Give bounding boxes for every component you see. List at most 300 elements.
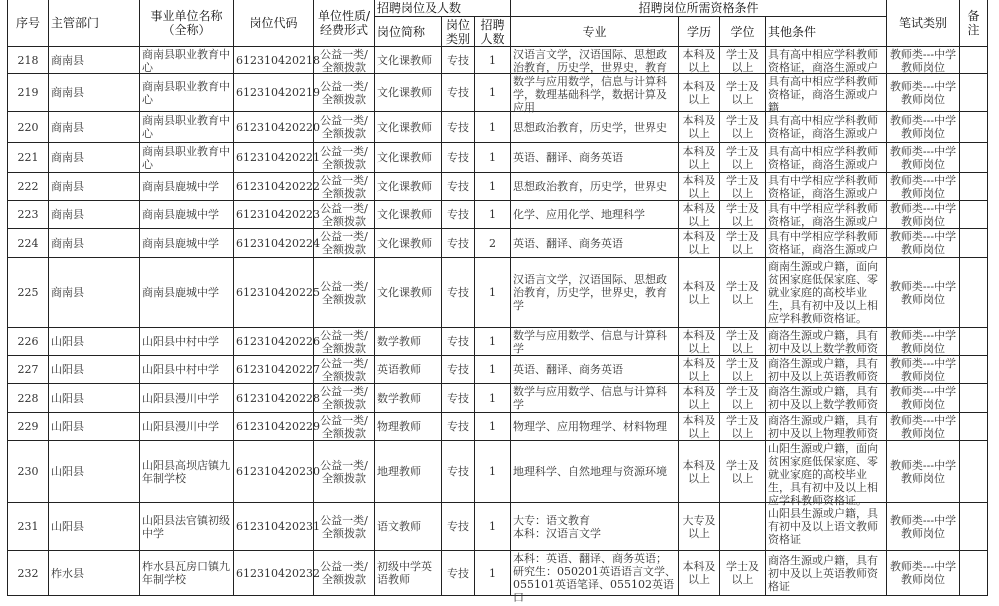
cell-exam [887, 328, 960, 356]
cell-post [375, 258, 442, 328]
edu-text: 大专及以上 [682, 513, 716, 540]
unit-text: 商南县职业教育中心 [142, 47, 230, 74]
edu-text: 本科及以上 [682, 328, 716, 355]
cell-unit [140, 229, 234, 258]
nature-text: 公益一类/全额拨款 [320, 385, 368, 411]
cell-no [8, 229, 49, 258]
post-text: 文化课教师 [377, 86, 432, 99]
count-text: 1 [489, 86, 496, 99]
exam-text: 教师类---中学教师岗位 [889, 144, 957, 171]
cell-edu [679, 74, 720, 112]
count-text: 1 [489, 465, 496, 478]
unit-text: 商南县职业教育中心 [142, 144, 230, 171]
exam-text: 教师类---中学教师岗位 [889, 230, 957, 256]
dept-text: 山阳县 [51, 363, 84, 376]
cell-note [960, 258, 988, 328]
table-row [8, 229, 988, 258]
cell-unit [140, 356, 234, 384]
code-text: 612310420232 [236, 566, 320, 580]
degree-text: 学士及以上 [726, 385, 759, 411]
code-text: 612310420218 [236, 53, 320, 67]
cell-note [960, 229, 988, 258]
header-dept: 主管部门 [49, 0, 140, 47]
degree-text: 学士及以上 [726, 47, 759, 74]
other-text: 商洛生源或户籍，具有初中及以上英语教师资 [768, 356, 878, 383]
cell-exam [887, 384, 960, 413]
exam-text: 教师类---中学教师岗位 [889, 513, 957, 540]
cell-nature [314, 441, 375, 503]
code-text: 612310420231 [236, 520, 320, 533]
code-text: 612310420229 [236, 420, 320, 433]
cell-code [234, 229, 320, 258]
cell-code [234, 551, 320, 596]
major-text: 英语、翻译、商务英语 [513, 151, 623, 164]
dept-text: 商南县 [51, 208, 84, 221]
exam-text: 教师类---中学教师岗位 [889, 47, 957, 74]
major-text: 汉语言文学，汉语国际、思想政治教育，历史学，世界史，教育 [513, 47, 667, 74]
count-text: 1 [489, 120, 496, 134]
unit-text: 商南县鹿城中学 [142, 286, 219, 299]
cell-no [8, 551, 49, 596]
cell-post [375, 173, 442, 201]
cell-unit [140, 112, 234, 143]
cell-count [475, 47, 511, 74]
header-type: 岗位类别 [442, 17, 475, 47]
no-text: 220 [17, 120, 39, 134]
cell-degree [720, 384, 766, 413]
degree-text: 学士及以上 [726, 230, 759, 256]
header-group-req: 招聘岗位所需资格条件 [511, 0, 887, 17]
cell-exam [887, 356, 960, 384]
no-text: 227 [17, 363, 39, 376]
post-text: 英语教师 [377, 363, 421, 376]
cell-exam [887, 173, 960, 201]
cell-no [8, 356, 49, 384]
other-text: 具有中学相应学科教师资格证，商洛生源或户 [768, 230, 878, 256]
type-text: 专技 [447, 391, 469, 405]
exam-text: 教师类---中学教师岗位 [889, 279, 957, 306]
major-text: 英语、翻译、商务英语 [513, 236, 623, 250]
type-text: 专技 [447, 363, 469, 376]
degree-text: 学士及以上 [726, 356, 759, 383]
cell-major [511, 74, 679, 112]
cell-other [766, 384, 887, 413]
post-text: 物理教师 [377, 420, 421, 433]
cell-post [375, 229, 442, 258]
post-text: 地理教师 [377, 465, 421, 478]
other-text: 山阳生源或户籍，面向贫困家庭低保家庭、零就业家庭的高校毕业生，具有初中及以上相应学科教师资格证。 [768, 441, 878, 507]
post-text: 数学教师 [377, 391, 421, 405]
other-text: 具有高中相应学科教师资格证，商洛生源或户 [768, 47, 878, 74]
dept-text: 商南县 [51, 180, 84, 193]
other-text: 商洛生源或户籍，具有初中及以上物理教师资 [768, 413, 878, 440]
cell-unit [140, 503, 234, 551]
cell-degree [720, 112, 766, 143]
code-text: 612310420220 [236, 120, 320, 134]
cell-note [960, 441, 988, 503]
cell-unit [140, 173, 234, 201]
unit-text: 山阳县漫川中学 [142, 420, 219, 433]
type-text: 专技 [447, 120, 469, 134]
post-text: 文化课教师 [377, 53, 432, 67]
major-text: 数学与应用数学、信息与计算科学 [513, 328, 667, 355]
no-text: 228 [17, 391, 39, 405]
cell-note [960, 551, 988, 596]
unit-text: 柞水县瓦房口镇九年制学校 [142, 560, 230, 586]
cell-type [442, 328, 475, 356]
cell-exam [887, 258, 960, 328]
edu-text: 本科及以上 [682, 114, 716, 140]
cell-nature [314, 143, 375, 173]
cell-count [475, 258, 511, 328]
cell-other [766, 112, 887, 143]
cell-nature [314, 112, 375, 143]
cell-nature [314, 229, 375, 258]
nature-text: 公益一类/全额拨款 [320, 413, 368, 440]
cell-count [475, 143, 511, 173]
code-text: 612310420222 [236, 180, 320, 193]
other-text: 具有中学相应学科教师资格证，商洛生源或户 [768, 173, 878, 200]
cell-post [375, 74, 442, 112]
header-group-post: 招聘岗位及人数 [375, 0, 511, 17]
cell-edu [679, 413, 720, 441]
count-text: 1 [489, 566, 496, 580]
type-text: 专技 [447, 53, 469, 67]
post-text: 语文教师 [377, 520, 421, 533]
dept-text: 商南县 [51, 286, 84, 299]
unit-text: 商南县鹿城中学 [142, 208, 219, 221]
cell-no [8, 503, 49, 551]
cell-degree [720, 74, 766, 112]
dept-text: 商南县 [51, 151, 84, 164]
header-other: 其他条件 [766, 17, 887, 47]
cell-unit [140, 413, 234, 441]
code-text: 612310420224 [236, 236, 320, 250]
dept-text: 商南县 [51, 236, 84, 250]
cell-count [475, 328, 511, 356]
cell-type [442, 112, 475, 143]
cell-unit [140, 74, 234, 112]
no-text: 223 [17, 208, 39, 221]
nature-text: 公益一类/全额拨款 [320, 328, 368, 355]
cell-dept [49, 258, 140, 328]
exam-text: 教师类---中学教师岗位 [889, 413, 957, 440]
cell-type [442, 551, 475, 596]
cell-dept [49, 441, 140, 503]
post-text: 文化课教师 [377, 120, 432, 134]
cell-other [766, 74, 887, 112]
cell-unit [140, 47, 234, 74]
code-text: 612310420221 [236, 151, 320, 164]
cell-major [511, 173, 679, 201]
post-text: 文化课教师 [377, 286, 432, 299]
cell-edu [679, 551, 720, 596]
count-text: 1 [489, 335, 496, 348]
cell-major [511, 229, 679, 258]
edu-text: 本科及以上 [682, 279, 716, 306]
cell-type [442, 74, 475, 112]
cell-unit [140, 551, 234, 596]
cell-other [766, 356, 887, 384]
edu-text: 本科及以上 [682, 356, 716, 383]
no-text: 224 [17, 236, 39, 250]
cell-type [442, 413, 475, 441]
nature-text: 公益一类/全额拨款 [320, 173, 368, 200]
header-code: 岗位代码 [234, 0, 314, 47]
cell-nature [314, 201, 375, 229]
major-text: 汉语言文学，汉语国际、思想政治教育，历史学，世界史，教育学 [513, 273, 667, 312]
type-text: 专技 [447, 420, 469, 433]
cell-edu [679, 201, 720, 229]
nature-text: 公益一类/全额拨款 [320, 560, 368, 586]
cell-major [511, 356, 679, 384]
unit-text: 商南县鹿城中学 [142, 180, 219, 193]
exam-text: 教师类---中学教师岗位 [889, 560, 957, 586]
cell-type [442, 441, 475, 503]
cell-edu [679, 441, 720, 503]
cell-post [375, 441, 442, 503]
no-text: 229 [17, 420, 39, 433]
cell-type [442, 229, 475, 258]
cell-major [511, 413, 679, 441]
type-text: 专技 [447, 86, 469, 99]
no-text: 232 [17, 566, 39, 580]
cell-nature [314, 551, 375, 596]
cell-type [442, 258, 475, 328]
cell-other [766, 328, 887, 356]
major-text: 化学、应用化学、地理科学 [513, 208, 645, 221]
header-no: 序号 [8, 0, 49, 47]
cell-nature [314, 413, 375, 441]
cell-degree [720, 258, 766, 328]
dept-text: 山阳县 [51, 465, 84, 478]
cell-nature [314, 74, 375, 112]
nature-text: 公益一类/全额拨款 [320, 79, 368, 106]
cell-note [960, 201, 988, 229]
cell-note [960, 112, 988, 143]
dept-text: 商南县 [51, 53, 84, 67]
cell-post [375, 356, 442, 384]
count-text: 1 [489, 286, 496, 299]
cell-major [511, 201, 679, 229]
cell-code [234, 74, 320, 112]
table-row [8, 74, 988, 112]
cell-code [234, 356, 320, 384]
dept-text: 商南县 [51, 120, 84, 134]
table-row [8, 328, 988, 356]
cell-degree [720, 173, 766, 201]
unit-text: 山阳县中村中学 [142, 335, 219, 348]
cell-dept [49, 384, 140, 413]
cell-major [511, 112, 679, 143]
no-text: 221 [17, 151, 39, 164]
cell-degree [720, 201, 766, 229]
edu-text: 本科及以上 [682, 458, 716, 485]
cell-code [234, 143, 320, 173]
count-text: 1 [489, 391, 496, 405]
cell-no [8, 384, 49, 413]
edu-text: 本科及以上 [682, 413, 716, 440]
cell-exam [887, 112, 960, 143]
edu-text: 本科及以上 [682, 79, 716, 106]
no-text: 218 [17, 53, 39, 67]
cell-unit [140, 143, 234, 173]
table-row [8, 413, 988, 441]
cell-no [8, 328, 49, 356]
code-text: 612310420227 [236, 363, 320, 376]
other-text: 具有高中相应学科教师资格证，商洛生源或户 [768, 144, 878, 171]
count-text: 1 [489, 180, 496, 193]
cell-other [766, 173, 887, 201]
degree-text: 学士及以上 [726, 173, 759, 200]
edu-text: 本科及以上 [682, 560, 716, 586]
cell-edu [679, 173, 720, 201]
cell-exam [887, 441, 960, 503]
cell-note [960, 328, 988, 356]
exam-text: 教师类---中学教师岗位 [889, 114, 957, 140]
code-text: 612310420226 [236, 335, 320, 348]
cell-dept [49, 201, 140, 229]
cell-no [8, 173, 49, 201]
header-unit: 事业单位名称（全称） [140, 0, 234, 47]
cell-note [960, 173, 988, 201]
cell-edu [679, 229, 720, 258]
exam-text: 教师类---中学教师岗位 [889, 385, 957, 411]
cell-major [511, 503, 679, 551]
cell-other [766, 229, 887, 258]
cell-note [960, 74, 988, 112]
cell-exam [887, 551, 960, 596]
cell-code [234, 173, 320, 201]
cell-count [475, 413, 511, 441]
degree-text: 学士及以上 [726, 144, 759, 171]
cell-edu [679, 258, 720, 328]
cell-exam [887, 47, 960, 74]
table-row [8, 143, 988, 173]
cell-post [375, 112, 442, 143]
cell-count [475, 356, 511, 384]
cell-nature [314, 47, 375, 74]
edu-text: 本科及以上 [682, 201, 716, 228]
post-text: 文化课教师 [377, 236, 432, 250]
cell-major [511, 258, 679, 328]
major-text: 英语、翻译、商务英语 [513, 363, 623, 376]
header-count: 招聘人数 [475, 17, 511, 47]
dept-text: 山阳县 [51, 335, 84, 348]
cell-major [511, 328, 679, 356]
cell-note [960, 413, 988, 441]
unit-text: 山阳县漫川中学 [142, 391, 219, 405]
cell-degree [720, 441, 766, 503]
major-text: 思想政治教育，历史学，世界史 [513, 120, 667, 134]
cell-dept [49, 328, 140, 356]
table-row [8, 356, 988, 384]
other-text: 商洛生源或户籍，具有初中及以上数学教师资 [768, 328, 878, 355]
cell-degree [720, 503, 766, 551]
cell-code [234, 47, 320, 74]
cell-major [511, 441, 679, 503]
count-text: 1 [489, 363, 496, 376]
cell-dept [49, 47, 140, 74]
degree-text: 学士及以上 [726, 201, 759, 228]
code-text: 612310420219 [236, 86, 320, 99]
post-text: 数学教师 [377, 335, 421, 348]
cell-code [234, 384, 320, 413]
cell-count [475, 503, 511, 551]
edu-text: 本科及以上 [682, 385, 716, 411]
major-text: 物理学、应用物理学、材料物理 [513, 420, 667, 433]
post-text: 文化课教师 [377, 151, 432, 164]
header-note: 备注 [960, 0, 988, 47]
cell-post [375, 413, 442, 441]
cell-type [442, 143, 475, 173]
cell-unit [140, 441, 234, 503]
cell-dept [49, 112, 140, 143]
table-row [8, 551, 988, 596]
cell-edu [679, 356, 720, 384]
cell-type [442, 201, 475, 229]
cell-edu [679, 143, 720, 173]
cell-post [375, 201, 442, 229]
cell-post [375, 47, 442, 74]
table-row [8, 503, 988, 551]
cell-nature [314, 356, 375, 384]
cell-nature [314, 173, 375, 201]
type-text: 专技 [447, 236, 469, 250]
cell-no [8, 201, 49, 229]
cell-dept [49, 413, 140, 441]
cell-nature [314, 503, 375, 551]
degree-text: 学士及以上 [726, 560, 759, 586]
cell-other [766, 143, 887, 173]
nature-text: 公益一类/全额拨款 [320, 201, 368, 228]
post-text: 初级中学英语教师 [377, 560, 432, 586]
cell-dept [49, 356, 140, 384]
exam-text: 教师类---中学教师岗位 [889, 458, 957, 485]
dept-text: 商南县 [51, 86, 84, 99]
cell-count [475, 173, 511, 201]
cell-count [475, 229, 511, 258]
cell-note [960, 503, 988, 551]
cell-code [234, 503, 320, 551]
other-text: 商洛生源或户籍，具有初中及以上数学教师资 [768, 385, 878, 411]
no-text: 230 [17, 465, 39, 478]
count-text: 1 [489, 151, 496, 164]
count-text: 2 [489, 236, 496, 250]
cell-no [8, 413, 49, 441]
table-row [8, 173, 988, 201]
cell-major [511, 384, 679, 413]
other-text: 商南生源或户籍，面向贫困家庭低保家庭、零就业家庭的高校毕业生，具有初中及以上相应学科教师资格证。 [768, 260, 878, 325]
cell-exam [887, 74, 960, 112]
unit-text: 山阳县高坝店镇九年制学校 [142, 458, 230, 485]
cell-unit [140, 201, 234, 229]
cell-degree [720, 413, 766, 441]
post-text: 文化课教师 [377, 208, 432, 221]
cell-post [375, 503, 442, 551]
cell-other [766, 258, 887, 328]
type-text: 专技 [447, 180, 469, 193]
cell-major [511, 551, 679, 604]
cell-note [960, 356, 988, 384]
cell-exam [887, 413, 960, 441]
cell-code [234, 112, 320, 143]
count-text: 1 [489, 208, 496, 221]
code-text: 612310420230 [236, 465, 320, 478]
count-text: 1 [489, 53, 496, 67]
cell-count [475, 384, 511, 413]
cell-no [8, 441, 49, 503]
